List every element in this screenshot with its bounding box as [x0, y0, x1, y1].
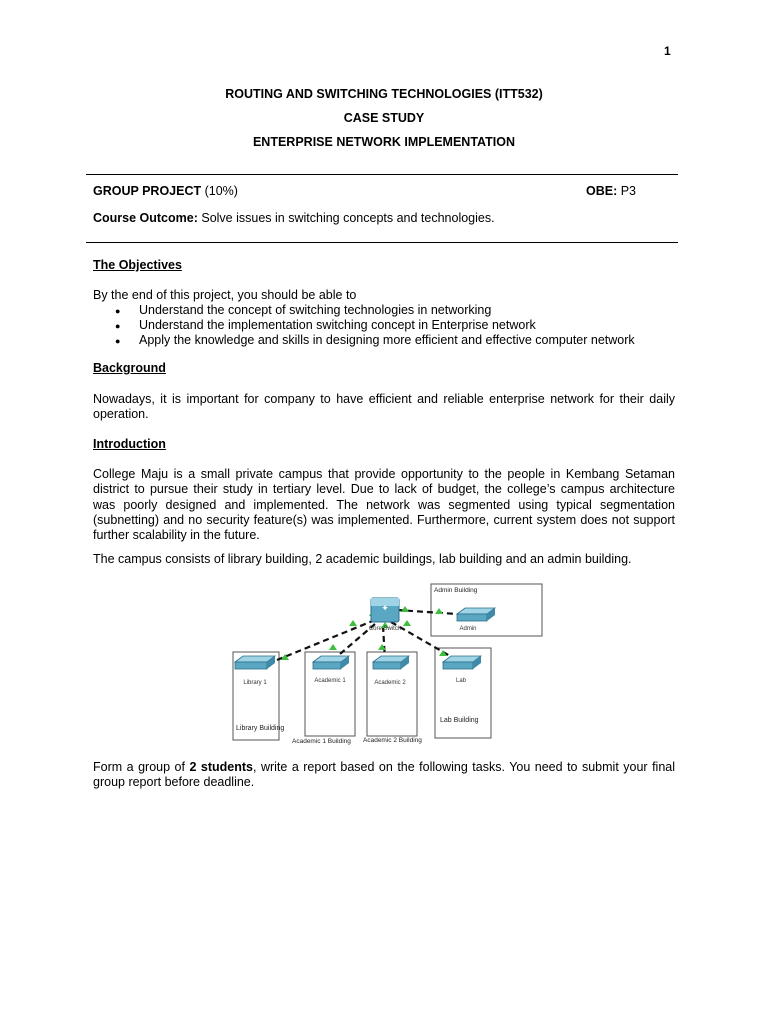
introduction-text-line: College Maju is a small private campus that provide opportunity to the people in Kembang Setaman	[93, 467, 675, 481]
background-heading: Background	[93, 361, 166, 375]
project-label-line	[93, 184, 238, 198]
group-project-label: GROUP PROJECT	[93, 184, 202, 198]
document-type: CASE STUDY	[343, 111, 425, 125]
bullet-marker: ●	[115, 321, 121, 331]
building-label: Academic 1 Building	[292, 738, 351, 745]
course-outcome-line	[93, 211, 495, 225]
closing-text: , write a report based on the following tasks. You need to submit your final	[252, 760, 676, 774]
obe-label: OBE:	[586, 184, 618, 198]
obe-value: P3	[617, 184, 637, 198]
course-outcome-text: Solve issues in switching concepts and technologies.	[197, 211, 495, 225]
background-text-line: operation.	[93, 407, 149, 421]
core-switch-icon	[371, 598, 399, 622]
obe-line	[586, 184, 636, 198]
campus-sentence: The campus consists of library building, 2 academic buildings, lab building and an admin building.	[93, 552, 632, 566]
closing-line	[93, 760, 675, 774]
switch-label: Academic 2	[374, 680, 406, 686]
introduction-text-line: district to pursue their study in tertiary level. Due to lack of budget, the college’s campus architecture	[93, 482, 675, 496]
bullet-marker: ●	[115, 306, 121, 316]
course-title: ROUTING AND SWITCHING TECHNOLOGIES (ITT532)	[225, 87, 543, 101]
list-item: Understand the implementation switching concept in Enterprise network	[139, 318, 536, 332]
introduction-heading: Introduction	[93, 437, 166, 451]
page-number: 1	[664, 44, 671, 58]
network-diagram	[225, 580, 550, 750]
bullet-marker: ●	[115, 336, 121, 346]
top-divider	[86, 174, 678, 175]
switch-icon	[235, 656, 275, 669]
group-size: 2 students	[189, 760, 253, 774]
introduction-text-line: (subnetting) and no security feature(s) was implemented. Furthermore, current system does not support	[93, 513, 675, 527]
introduction-text-line: was poorly designed and implemented. The network was segmented using typical segmentation	[93, 498, 675, 512]
closing-text: Form a group of	[93, 760, 190, 774]
project-weight: (10%)	[201, 184, 238, 198]
course-outcome-label: Course Outcome:	[93, 211, 198, 225]
list-item: Understand the concept of switching technologies in networking	[139, 303, 492, 317]
introduction-text-line: further scalability in the future.	[93, 528, 260, 542]
list-item: Apply the knowledge and skills in designing more efficient and effective computer network	[139, 333, 635, 347]
switch-icon	[457, 608, 495, 621]
building-label: Lab Building	[440, 717, 479, 724]
switch-label: Library 1	[243, 680, 267, 686]
switch-icon	[373, 656, 409, 669]
document-title: ENTERPRISE NETWORK IMPLEMENTATION	[252, 135, 516, 149]
switch-icon	[443, 656, 481, 669]
closing-line-2: group report before deadline.	[93, 775, 255, 789]
background-text-line: Nowadays, it is important for company to have efficient and reliable enterprise network for their daily	[93, 392, 675, 406]
bottom-divider	[86, 242, 678, 243]
objectives-intro: By the end of this project, you should be able to	[93, 288, 357, 302]
core-switch-label: Core Switch	[368, 626, 402, 632]
switch-icon	[313, 656, 349, 669]
building-label: Academic 2 Building	[363, 737, 422, 744]
building-label: Admin Building	[434, 587, 478, 594]
switch-label: Academic 1	[314, 678, 346, 684]
switch-label: Admin	[459, 626, 477, 632]
svg-text:✦: ✦	[381, 603, 389, 613]
objectives-heading: The Objectives	[93, 258, 182, 272]
switch-label: Lab	[455, 678, 467, 684]
building-label: Library Building	[236, 725, 285, 732]
